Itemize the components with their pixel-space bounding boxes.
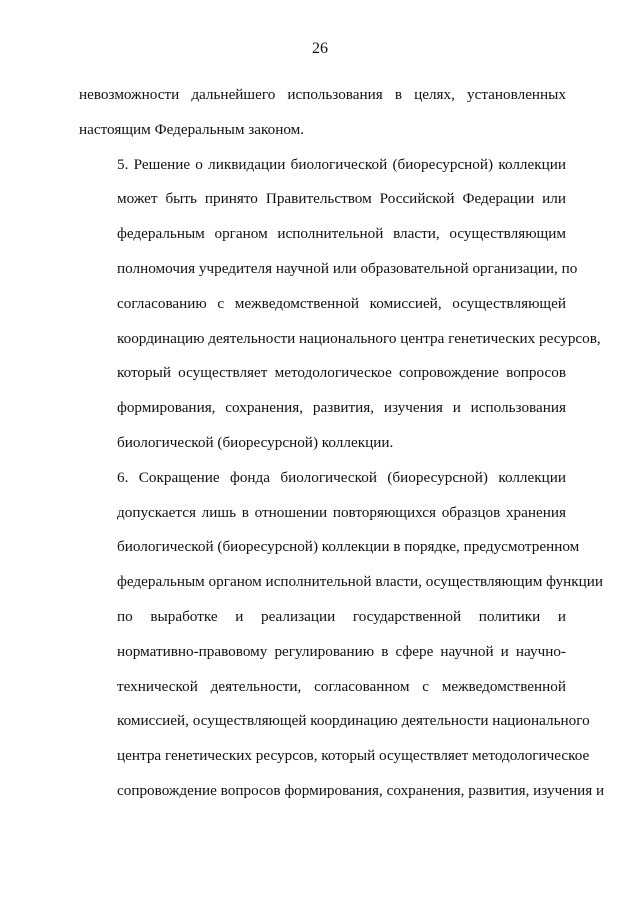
- text-line: настоящим Федеральным законом.: [79, 120, 305, 138]
- text-line: технической деятельности, согласованном с межведомственной: [117, 677, 566, 695]
- text-line: согласованию с межведомственной комиссией, осуществляющей: [117, 294, 566, 312]
- text-line: сопровождение вопросов формирования, сохранения, развития, изучения и: [117, 781, 605, 799]
- paragraph-item-5: [79, 148, 601, 461]
- text-line: допускается лишь в отношении повторяющихся образцов хранения: [117, 503, 566, 521]
- text-line: нормативно-правовому регулированию в сфере научной и научно-: [117, 642, 566, 660]
- text-line: по выработке и реализации государственной политики и: [117, 607, 566, 625]
- text-line: 5. Решение о ликвидации биологической (биоресурсной) коллекции: [117, 155, 566, 173]
- text-line: федеральным органом исполнительной власти, осуществляющим функции: [117, 573, 604, 591]
- text-line: формирования, сохранения, развития, изучения и использования: [117, 399, 566, 417]
- text-line: биологической (биоресурсной) коллекции.: [117, 433, 394, 451]
- text-line: биологической (биоресурсной) коллекции в порядке, предусмотренном: [117, 538, 580, 556]
- text-line: невозможности дальнейшего использования в целях, установленных: [79, 86, 566, 103]
- text-line: федеральным органом исполнительной власти, осуществляющим: [117, 225, 566, 243]
- text-line: координацию деятельности национального центра генетических ресурсов,: [117, 329, 601, 347]
- text-line: может быть принято Правительством Российской Федерации или: [117, 190, 566, 208]
- text-line: полномочия учредителя научной или образовательной организации, по: [117, 259, 578, 277]
- text-line: центра генетических ресурсов, который осуществляет методологическое: [117, 747, 590, 765]
- page-number: 26: [312, 40, 328, 57]
- text-line: который осуществляет методологическое сопровождение вопросов: [117, 364, 566, 382]
- text-line: 6. Сокращение фонда биологической (биоресурсной) коллекции: [117, 468, 566, 486]
- document-body: [79, 78, 605, 809]
- text-line: комиссией, осуществляющей координацию деятельности национального: [117, 712, 590, 730]
- paragraph-item-6: [79, 461, 605, 809]
- paragraph-continuation: [79, 78, 566, 148]
